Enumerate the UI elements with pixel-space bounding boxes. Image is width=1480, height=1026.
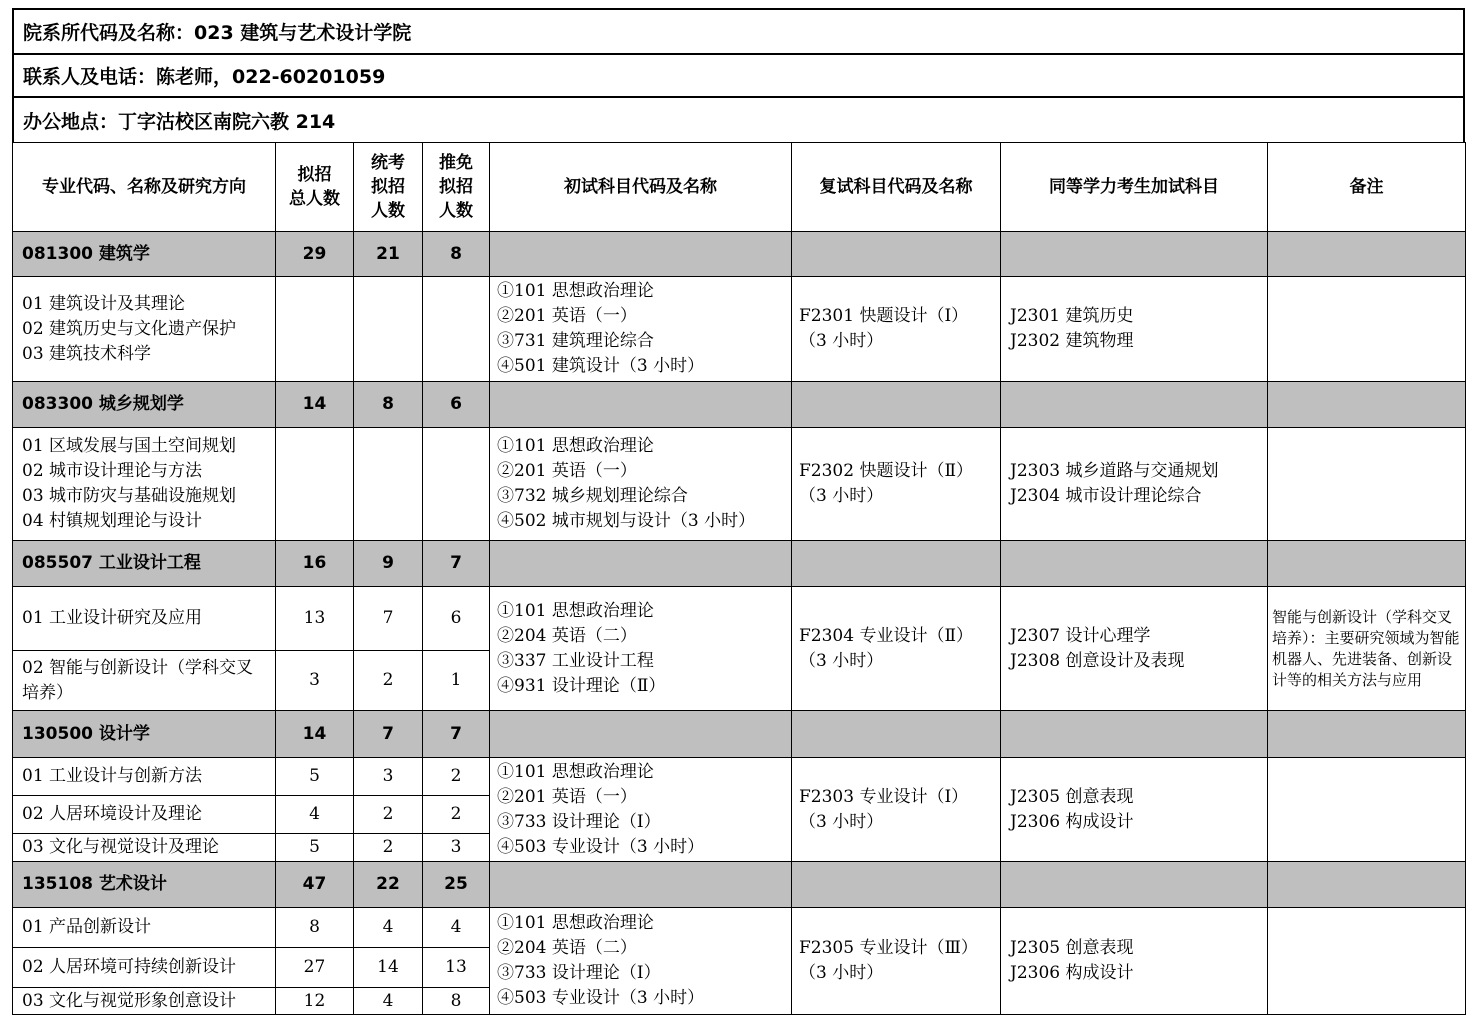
major-exam: 8: [354, 382, 423, 428]
header-exempt-line: 拟招: [439, 177, 473, 197]
major-name: 085507 工业设计工程: [13, 541, 276, 587]
major-exempt: 25: [423, 862, 490, 908]
prelim-subjects-line: ④931 设计理论（Ⅱ）: [497, 675, 666, 696]
major-empty-cell: [490, 711, 792, 758]
direction-cell: [13, 796, 276, 834]
prelim-subjects-line: ②201 英语（一）: [497, 786, 637, 807]
prelim-subjects-line: ②201 英语（一）: [497, 306, 637, 326]
admissions-sheet: [12, 8, 1465, 1015]
direction-total: 12: [276, 988, 354, 1015]
prelim-subjects-line: ③733 设计理论（Ⅰ）: [497, 811, 661, 832]
major-exam: 21: [354, 232, 423, 277]
direction-cell: [13, 428, 276, 541]
direction-row: [13, 587, 1466, 651]
prelim-subjects-line: ③731 建筑理论综合: [497, 331, 654, 351]
major-name: 135108 艺术设计: [13, 862, 276, 908]
equivalent-subjects: [1001, 587, 1268, 711]
prelim-subjects: [490, 758, 792, 862]
prelim-subjects: [490, 587, 792, 711]
retest-subjects-line: F2304 专业设计（Ⅱ）: [799, 625, 974, 646]
direction-cell: [13, 758, 276, 796]
equivalent-subjects: [1001, 277, 1268, 382]
equivalent-subjects-line: J2305 创意表现: [1010, 786, 1134, 807]
direction-total: 5: [276, 758, 354, 796]
retest-subjects: [792, 908, 1001, 1015]
prelim-subjects-line: ③337 工业设计工程: [497, 650, 654, 671]
equivalent-subjects-line: J2301 建筑历史: [1010, 306, 1134, 326]
major-exempt: 8: [423, 232, 490, 277]
major-exam: 7: [354, 711, 423, 758]
direction-row: [13, 908, 1466, 948]
direction-total: 8: [276, 908, 354, 948]
major-row: [13, 711, 1466, 758]
direction-cell: [13, 587, 276, 651]
direction-cell: [13, 988, 276, 1015]
direction-cell-line: 02 人居环境可持续创新设计: [22, 957, 237, 977]
direction-cell-line: 02 智能与创新设计（学科交叉: [22, 657, 254, 678]
header-equiv: 同等学力考生加试科目: [1001, 143, 1268, 232]
direction-cell-line: 01 建筑设计及其理论: [22, 293, 186, 314]
header-row: [13, 143, 1466, 232]
direction-row: [13, 758, 1466, 796]
equivalent-subjects-line: J2307 设计心理学: [1010, 625, 1151, 646]
major-empty-cell: [792, 382, 1001, 428]
direction-cell-line: 02 人居环境设计及理论: [22, 804, 203, 824]
major-empty-cell: [1268, 541, 1466, 587]
major-empty-cell: [1268, 711, 1466, 758]
direction-exempt: 1: [423, 651, 490, 711]
direction-cell: [13, 651, 276, 711]
direction-total: 27: [276, 948, 354, 988]
header-exam-line: 人数: [371, 201, 405, 221]
prelim-subjects-line: ②201 英语（一）: [497, 461, 637, 481]
direction-cell-line: 培养）: [22, 682, 73, 703]
prelim-subjects-line: ①101 思想政治理论: [497, 600, 654, 621]
major-exempt: 6: [423, 382, 490, 428]
prelim-subjects: [490, 908, 792, 1015]
major-empty-cell: [490, 862, 792, 908]
header-retest: 复试科目代码及名称: [792, 143, 1001, 232]
major-total: 14: [276, 382, 354, 428]
major-empty-cell: [490, 541, 792, 587]
major-empty-cell: [1001, 232, 1268, 277]
major-row: [13, 232, 1466, 277]
retest-subjects-line: F2305 专业设计（Ⅲ）: [799, 938, 978, 958]
direction-exempt: 8: [423, 988, 490, 1015]
major-empty-cell: [792, 232, 1001, 277]
direction-exempt: 2: [423, 796, 490, 834]
direction-cell-line: 01 产品创新设计: [22, 917, 152, 937]
header-exempt-line: 人数: [439, 201, 473, 221]
direction-exam: 2: [354, 834, 423, 862]
major-empty-cell: [490, 382, 792, 428]
retest-subjects-line: F2301 快题设计（Ⅰ）: [799, 306, 969, 326]
direction-cell-line: 03 文化与视觉形象创意设计: [22, 990, 237, 1011]
equivalent-subjects-line: J2305 创意表现: [1010, 938, 1134, 958]
retest-subjects: [792, 758, 1001, 862]
major-exempt: 7: [423, 711, 490, 758]
direction-exam: 14: [354, 948, 423, 988]
direction-cell-line: 01 工业设计研究及应用: [22, 608, 203, 628]
major-total: 14: [276, 711, 354, 758]
prelim-subjects-line: ①101 思想政治理论: [497, 281, 654, 301]
remark-cell: [1268, 908, 1466, 1015]
remark-cell: 智能与创新设计（学科交叉培养）：主要研究领域为智能机器人、先进装备、创新设计等的相关方法与应用: [1268, 587, 1466, 711]
prelim-subjects: [490, 428, 792, 541]
equivalent-subjects-line: J2306 构成设计: [1010, 811, 1134, 832]
prelim-subjects-line: ①101 思想政治理论: [497, 436, 654, 456]
header-total: [276, 143, 354, 232]
major-empty-cell: [1001, 862, 1268, 908]
header-exam-line: 拟招: [371, 177, 405, 197]
retest-subjects-line: F2303 专业设计（Ⅰ）: [799, 786, 969, 807]
direction-exam: 7: [354, 587, 423, 651]
prelim-subjects-line: ②204 英语（二）: [497, 625, 637, 646]
prelim-subjects-line: ①101 思想政治理论: [497, 761, 654, 782]
major-empty-cell: [792, 862, 1001, 908]
direction-exempt: [423, 428, 490, 541]
direction-cell-line: 03 文化与视觉设计及理论: [22, 837, 220, 857]
major-name: 081300 建筑学: [13, 232, 276, 277]
equivalent-subjects-line: J2303 城乡道路与交通规划: [1010, 461, 1219, 481]
direction-cell-line: 01 工业设计与创新方法: [22, 766, 203, 786]
direction-exam: 2: [354, 796, 423, 834]
prelim-subjects-line: ④502 城市规划与设计（3 小时）: [497, 511, 756, 531]
equivalent-subjects-line: J2308 创意设计及表现: [1010, 650, 1185, 671]
major-empty-cell: [1268, 382, 1466, 428]
header-remark: 备注: [1268, 143, 1466, 232]
direction-cell-line: 02 城市设计理论与方法: [22, 461, 203, 481]
direction-exam: 3: [354, 758, 423, 796]
direction-cell: [13, 948, 276, 988]
department-banner: 院系所代码及名称：023 建筑与艺术设计学院: [12, 8, 1465, 53]
direction-exempt: 2: [423, 758, 490, 796]
major-empty-cell: [792, 541, 1001, 587]
direction-row: [13, 428, 1466, 541]
header-total-line: 总人数: [289, 189, 340, 209]
direction-exam: 2: [354, 651, 423, 711]
prelim-subjects-line: ④503 专业设计（3 小时）: [497, 836, 705, 857]
office-banner: 办公地点：丁字沽校区南院六教 214: [12, 96, 1465, 142]
prelim-subjects-line: ①101 思想政治理论: [497, 913, 654, 933]
header-major: 专业代码、名称及研究方向: [13, 143, 276, 232]
direction-exempt: 6: [423, 587, 490, 651]
equivalent-subjects: [1001, 428, 1268, 541]
header-prelim: 初试科目代码及名称: [490, 143, 792, 232]
direction-exam: [354, 277, 423, 382]
retest-subjects: [792, 277, 1001, 382]
header-total-line: 拟招: [297, 165, 332, 185]
direction-exam: 4: [354, 908, 423, 948]
major-row: [13, 862, 1466, 908]
major-name: 130500 设计学: [13, 711, 276, 758]
direction-cell-line: 04 村镇规划理论与设计: [22, 511, 203, 531]
direction-exam: 4: [354, 988, 423, 1015]
header-exempt-line: 推免: [439, 153, 473, 173]
direction-cell-line: 03 建筑技术科学: [22, 343, 152, 364]
retest-subjects-line: （3 小时）: [799, 650, 884, 671]
major-empty-cell: [792, 711, 1001, 758]
direction-total: [276, 277, 354, 382]
direction-total: 5: [276, 834, 354, 862]
major-exam: 9: [354, 541, 423, 587]
prelim-subjects-line: ③732 城乡规划理论综合: [497, 486, 688, 506]
retest-subjects-line: （3 小时）: [799, 331, 884, 351]
header-exempt: [423, 143, 490, 232]
major-exempt: 7: [423, 541, 490, 587]
direction-total: [276, 428, 354, 541]
major-exam: 22: [354, 862, 423, 908]
prelim-subjects-line: ②204 英语（二）: [497, 938, 637, 958]
direction-total: 4: [276, 796, 354, 834]
direction-cell-line: 03 城市防灾与基础设施规划: [22, 486, 237, 506]
direction-total: 3: [276, 651, 354, 711]
major-empty-cell: [1268, 232, 1466, 277]
direction-exempt: 3: [423, 834, 490, 862]
major-total: 47: [276, 862, 354, 908]
direction-total: 13: [276, 587, 354, 651]
admissions-table: [12, 142, 1466, 1015]
remark-cell: [1268, 428, 1466, 541]
major-empty-cell: [1268, 862, 1466, 908]
contact-banner: 联系人及电话：陈老师，022-60201059: [12, 53, 1465, 96]
major-row: [13, 541, 1466, 587]
major-total: 29: [276, 232, 354, 277]
direction-exam: [354, 428, 423, 541]
direction-cell: [13, 908, 276, 948]
header-exam: [354, 143, 423, 232]
retest-subjects: [792, 587, 1001, 711]
retest-subjects-line: （3 小时）: [799, 963, 884, 983]
direction-row: [13, 277, 1466, 382]
header-exam-line: 统考: [371, 153, 405, 173]
remark-cell: [1268, 277, 1466, 382]
prelim-subjects: [490, 277, 792, 382]
equivalent-subjects-line: J2306 构成设计: [1010, 963, 1134, 983]
direction-cell-line: 01 区域发展与国土空间规划: [22, 436, 237, 456]
retest-subjects-line: F2302 快题设计（Ⅱ）: [799, 461, 974, 481]
direction-cell: [13, 834, 276, 862]
prelim-subjects-line: ④503 专业设计（3 小时）: [497, 988, 705, 1008]
major-name: 083300 城乡规划学: [13, 382, 276, 428]
major-empty-cell: [490, 232, 792, 277]
equivalent-subjects-line: J2302 建筑物理: [1010, 331, 1134, 351]
direction-exempt: [423, 277, 490, 382]
equivalent-subjects: [1001, 908, 1268, 1015]
direction-cell: [13, 277, 276, 382]
major-empty-cell: [1001, 382, 1268, 428]
major-row: [13, 382, 1466, 428]
equivalent-subjects-line: J2304 城市设计理论综合: [1010, 486, 1202, 506]
prelim-subjects-line: ④501 建筑设计（3 小时）: [497, 356, 705, 376]
major-empty-cell: [1001, 541, 1268, 587]
direction-cell-line: 02 建筑历史与文化遗产保护: [22, 318, 237, 339]
retest-subjects-line: （3 小时）: [799, 811, 884, 832]
retest-subjects: [792, 428, 1001, 541]
retest-subjects-line: （3 小时）: [799, 486, 884, 506]
major-empty-cell: [1001, 711, 1268, 758]
major-total: 16: [276, 541, 354, 587]
direction-exempt: 4: [423, 908, 490, 948]
prelim-subjects-line: ③733 设计理论（Ⅰ）: [497, 963, 661, 983]
direction-exempt: 13: [423, 948, 490, 988]
remark-cell: [1268, 758, 1466, 862]
equivalent-subjects: [1001, 758, 1268, 862]
